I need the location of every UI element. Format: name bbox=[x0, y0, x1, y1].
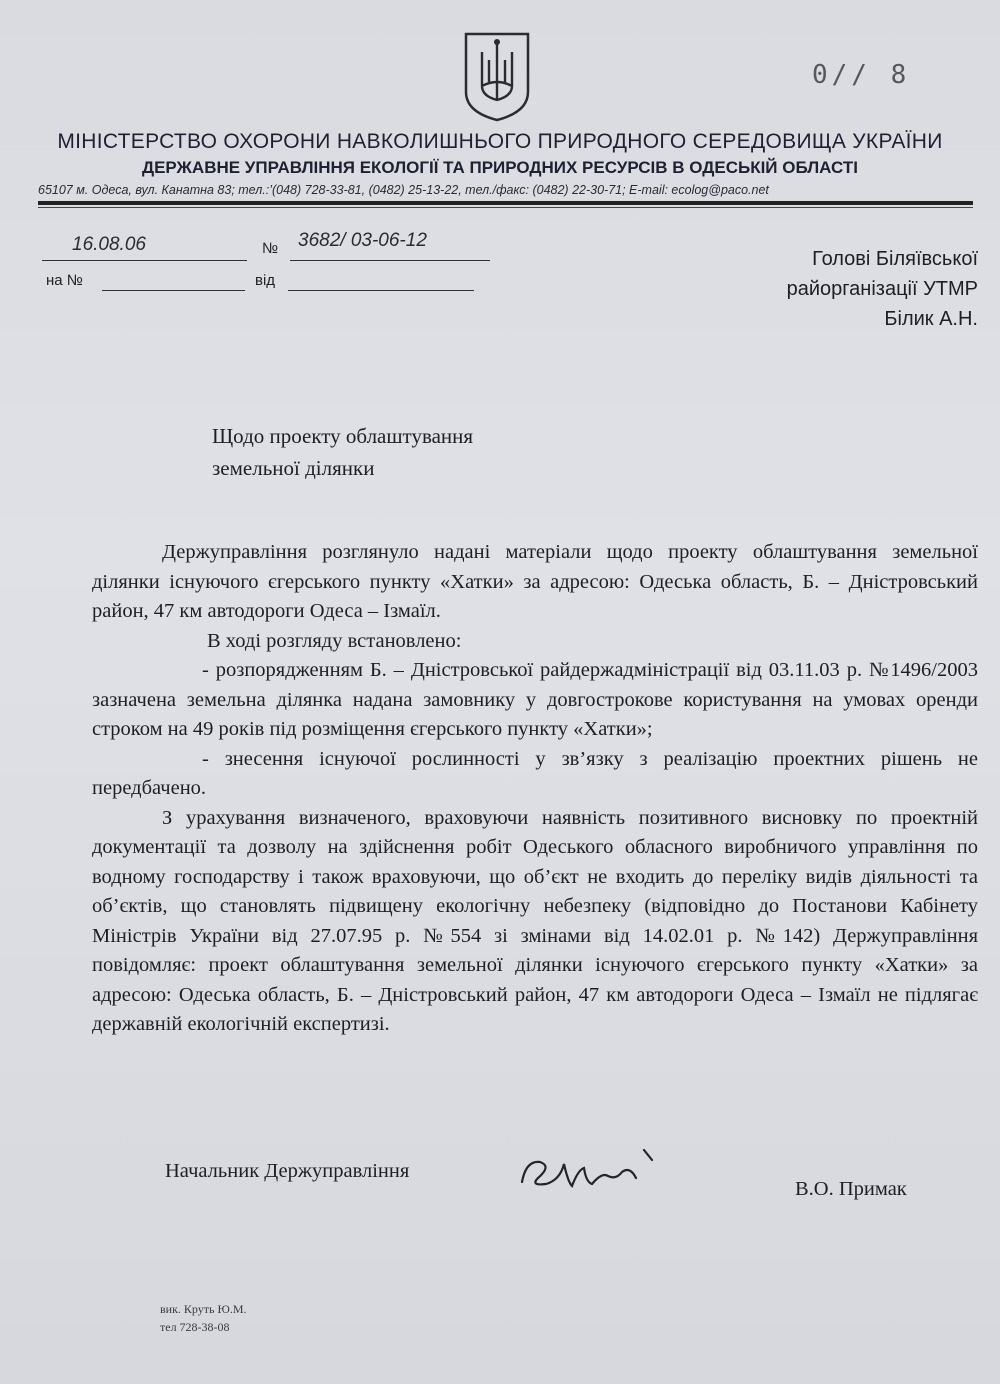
header-divider bbox=[38, 201, 973, 205]
addressee-block bbox=[787, 244, 978, 334]
incoming-date-label: від bbox=[255, 272, 276, 289]
incoming-number-label: на № bbox=[46, 272, 83, 289]
outgoing-date: 16.08.06 bbox=[72, 234, 146, 255]
ministry-heading: МІНІСТЕРСТВО ОХОРОНИ НАВКОЛИШНЬОГО ПРИРОДНОГО СЕРЕДОВИЩА УКРАЇНИ bbox=[57, 130, 943, 153]
number-label: № bbox=[262, 240, 279, 257]
executor-phone: тел 728-38-08 bbox=[160, 1320, 230, 1334]
body-paragraph-3: - розпорядженням Б. – Дністровської райдержадміністрації від 03.11.03 р. №1496/2003 зазначена земельна ділянка надана замовнику у довгострокове користування на умовах оренди строком на 49 років під розміщення єгерського пункту «Хатки»; bbox=[92, 659, 978, 740]
body-paragraph-4: - знесення існуючої рослинності у зв’язку з реалізацію проектних рішень не передбачено. bbox=[92, 747, 978, 799]
department-heading: ДЕРЖАВНЕ УПРАВЛІННЯ ЕКОЛОГІЇ ТА ПРИРОДНИХ РЕСУРСІВ В ОДЕСЬКІЙ ОБЛАСТІ bbox=[141, 158, 859, 177]
letter-body bbox=[92, 538, 978, 1040]
incoming-date-blank bbox=[288, 270, 474, 291]
registration-stamp: 0∕∕ 8 bbox=[812, 60, 911, 90]
subject-block bbox=[212, 420, 473, 484]
body-paragraph-2: В ході розгляду встановлено: bbox=[207, 629, 462, 652]
subject-line-1: Щодо проекту облаштування bbox=[212, 424, 474, 448]
addressee-line-1: Голові Біляївської bbox=[812, 248, 978, 270]
addressee-line-2: райорганізації УТМР bbox=[786, 278, 978, 300]
executor-note bbox=[160, 1300, 246, 1336]
signatory-title: Начальник Держуправління bbox=[165, 1160, 410, 1182]
body-paragraph-5: З урахування визначеного, враховуючи наявність позитивного висновку по проектній документації та дозволу на здійснення робіт Одеського обласного виробничого управління по водному господарству і також враховуючи, що об’єкт не входить до переліку видів діяльності та об’єктів, що становлять підвищену екологічну небезпеку (відповідно до Постанови Кабінету Міністрів України від 27.07.95 р. №554 зі змінами від 14.02.01 р. №142) Держуправління повідомляє: проект облаштування земельної ділянки існуючого єгерського пункту «Хатки» за адресою: Одеська область, Б. – Дністровський район, 47 км автодороги Одеса – Ізмаїл не підлягає державній екологічній експертизі. bbox=[92, 806, 978, 1035]
handwritten-signature bbox=[512, 1142, 692, 1202]
incoming-number-blank bbox=[102, 270, 245, 291]
subject-line-2: земельної ділянки bbox=[212, 456, 375, 480]
signatory-name: В.О. Примак bbox=[795, 1178, 907, 1200]
addressee-line-3: Білик А.Н. bbox=[884, 308, 978, 330]
outgoing-number: 3682/ 03-06-12 bbox=[298, 230, 427, 251]
executor-name: вик. Круть Ю.М. bbox=[160, 1302, 247, 1316]
body-paragraph-1: Держуправління розглянуло надані матеріали щодо проекту облаштування земельної ділянки існуючого єгерського пункту «Хатки» за адресою: Одеська область, Б. – Дністровський район, 47 км автодороги Одеса – Ізмаїл. bbox=[92, 541, 978, 622]
coat-of-arms-icon bbox=[462, 30, 532, 122]
contact-address: 65107 м. Одеса, вул. Канатна 83; тел.:’(048) 728-33-81, (0482) 25-13-22, тел./факс: (0482) 22-30-71; E-mail: ecolog@paco.net bbox=[38, 183, 769, 197]
header-divider-thin bbox=[38, 207, 973, 208]
